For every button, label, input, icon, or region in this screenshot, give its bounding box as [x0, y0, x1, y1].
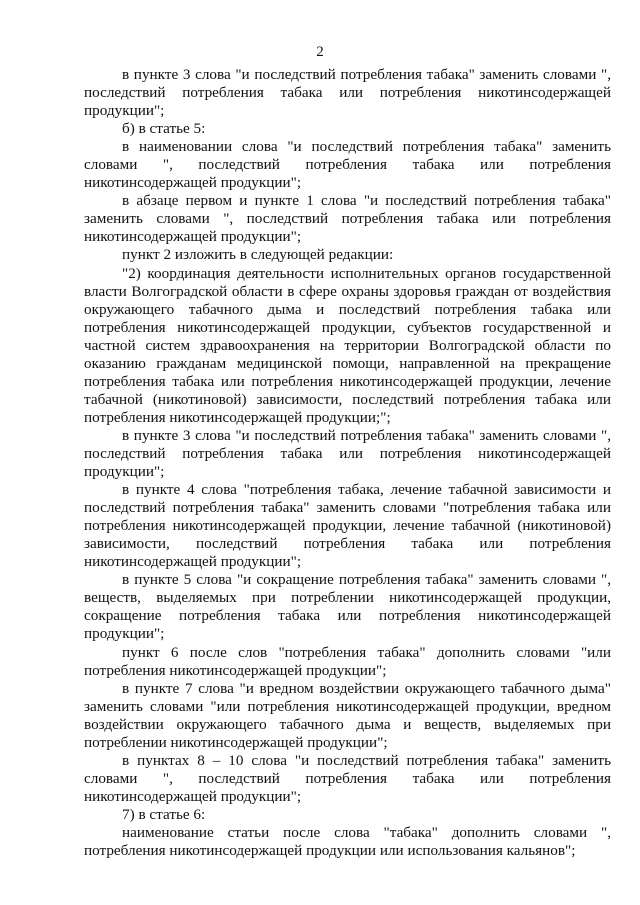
- paragraph: в пункте 3 слова "и последствий потребления табака" заменить словами ", последствий потребления табака или потребления никотинсодержащей продукции";: [84, 66, 611, 120]
- page-number: 2: [316, 44, 324, 60]
- paragraph: наименование статьи после слова "табака" дополнить словами ", потребления никотинсодержащей продукции или использования кальянов";: [84, 823, 611, 860]
- paragraph: 7) в статье 6:: [122, 805, 206, 823]
- document-body: [84, 66, 611, 860]
- paragraph: пункт 6 после слов "потребления табака" дополнить словами "или потребления никотинсодержащей продукции";: [84, 643, 611, 679]
- paragraph: в пункте 3 слова "и последствий потребления табака" заменить словами ", последствий потребления табака или потребления никотинсодержащей продукции";: [84, 426, 611, 481]
- paragraph: в пункте 5 слова "и сокращение потребления табака" заменить словами ", веществ, выделяемых при потреблении никотинсодержащей продукции, сокращение потребления табака или потребления никотинсодержащей продукции";: [84, 571, 611, 643]
- paragraph: "2) координация деятельности исполнительных органов государственной власти Волгоградской области в сфере охраны здоровья граждан от воздействия окружающего табачного дыма и последствий потребления табака или потребления никотинсодержащей продукции, субъектов государственной и частной систем здравоохранения на территории Волгоградской области по оказанию гражданам медицинской помощи, направленной на прекращение потребления табака или потребления никотинсодержащей продукции, лечение табачной (никотиновой) зависимости, последствий потребления табака или потребления никотинсодержащей продукции;";: [84, 264, 611, 426]
- paragraph: пункт 2 изложить в следующей редакции:: [122, 246, 394, 264]
- paragraph: в наименовании слова "и последствий потребления табака" заменить словами ", последствий потребления табака или потребления никотинсодержащей продукции";: [84, 138, 611, 192]
- paragraph: в пункте 7 слова "и вредном воздействии окружающего табачного дыма" заменить словами "или потребления никотинсодержащей продукции, вредном воздействии окружающего табачного дыма и веществ, выделяемых при потреблении никотинсодержащей продукции";: [84, 679, 611, 751]
- paragraph: б) в статье 5:: [122, 120, 206, 138]
- paragraph: в абзаце первом и пункте 1 слова "и последствий потребления табака" заменить словами ", последствий потребления табака или потребления никотинсодержащей продукции";: [84, 192, 611, 246]
- paragraph: в пункте 4 слова "потребления табака, лечение табачной зависимости и последствий потребления табака" заменить словами "потребления табака или потребления никотинсодержащей продукции, лечение табачной (никотиновой) зависимости, последствий потребления табака или потребления никотинсодержащей продукции";: [84, 481, 611, 571]
- paragraph: в пунктах 8 – 10 слова "и последствий потребления табака" заменить словами ", последствий потребления табака или потребления никотинсодержащей продукции";: [84, 751, 611, 805]
